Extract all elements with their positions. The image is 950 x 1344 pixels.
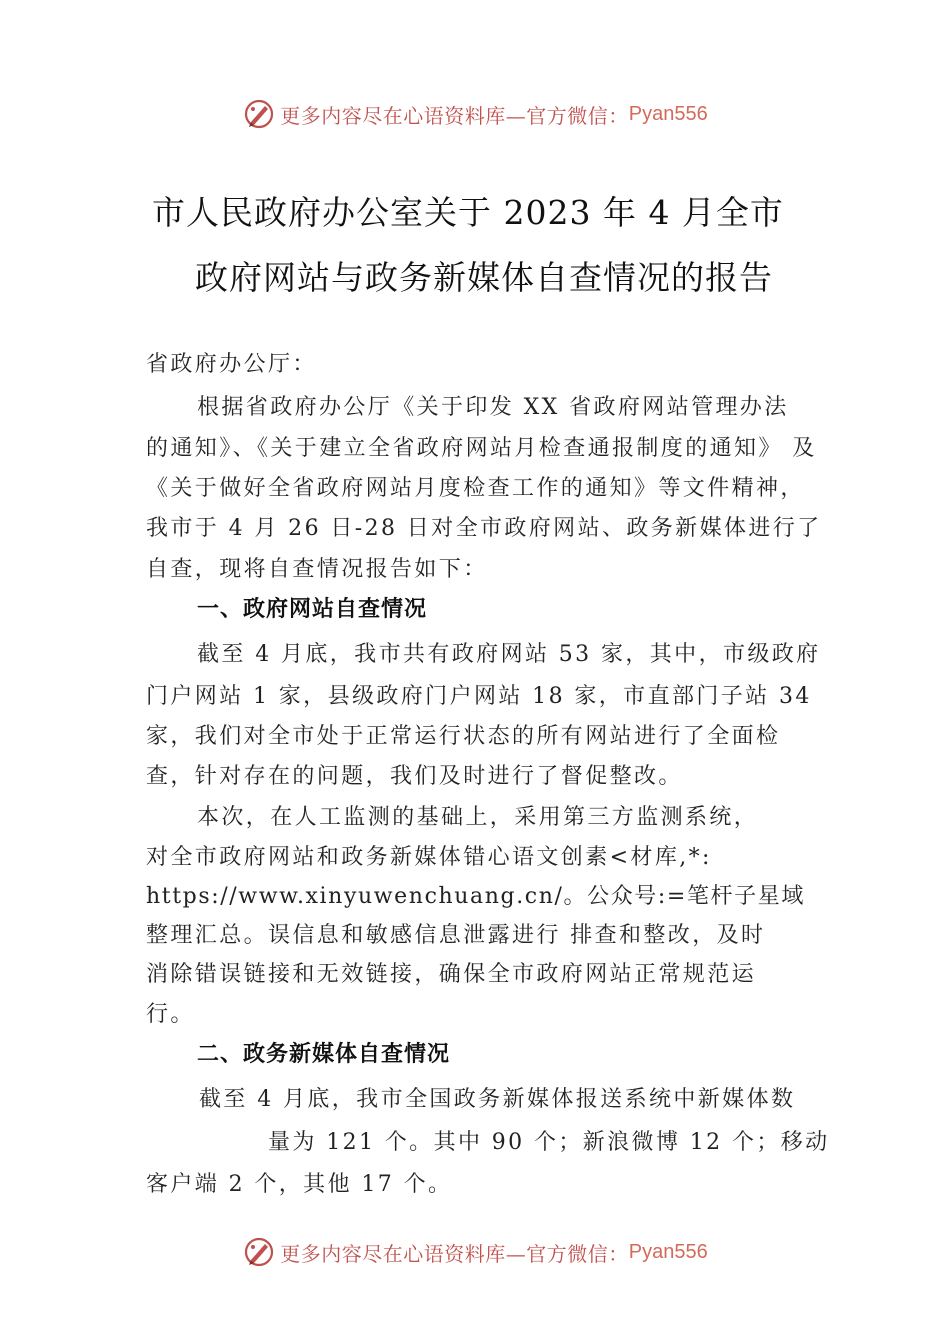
section2-heading: 二、政务新媒体自查情况: [197, 1042, 451, 1067]
pen-logo-icon: [242, 97, 276, 131]
para1-line: 《关于做好全省政府网站月度检查工作的通知》等文件精神，: [146, 476, 805, 501]
section2-p1-line: 量为 121 个。其中 90 个；新浪微博 12 个；移动: [268, 1130, 830, 1155]
section1-p2-line: 对全市政府网站和政务新媒体错心语文创素<材库,*:: [146, 845, 712, 870]
banner-text: 更多内容尽在心语资料库—官方微信：: [280, 1241, 629, 1266]
para1-line: 我市于 4 月 26 日-28 日对全市政府网站、政务新媒体进行了: [146, 516, 822, 541]
para1-line: 根据省政府办公厅《关于印发 XX 省政府网站管理办法: [197, 395, 789, 420]
section1-p2-line: 行。: [146, 1002, 195, 1027]
section1-p2-line: 整理汇总。误信息和敏感信息泄露进行 排查和整改，及时: [146, 923, 766, 948]
section1-p1-line: 家，我们对全市处于正常运行状态的所有网站进行了全面检: [146, 724, 781, 749]
para1-line: 自查，现将自查情况报告如下：: [146, 557, 488, 582]
header-banner: [0, 94, 950, 134]
banner-text: 更多内容尽在心语资料库—官方微信：: [280, 103, 629, 128]
document-title-line-1: 市人民政府办公室关于 2023 年 4 月全市: [152, 193, 784, 232]
banner-wechat-id: Pyan556: [628, 102, 708, 125]
banner-wechat-id: Pyan556: [628, 1240, 708, 1263]
section1-p1-line: 查，针对存在的问题，我们及时进行了督促整改。: [146, 764, 683, 789]
section1-p1-line: 截至 4 月底，我市共有政府网站 53 家，其中，市级政府: [197, 642, 821, 667]
section1-p2-line: 消除错误链接和无效链接，确保全市政府网站正常规范运: [146, 962, 757, 987]
section1-p2-url-line: https://www.xinyuwenchuang.cn/。公众号:=笔杆子星域: [146, 884, 805, 909]
document-title-line-2: 政府网站与政务新媒体自查情况的报告: [195, 258, 773, 297]
section1-p2-line: 本次，在人工监测的基础上，采用第三方监测系统，: [197, 805, 759, 830]
section2-p1-line: 截至 4 月底，我市全国政务新媒体报送系统中新媒体数: [199, 1087, 796, 1112]
section2-p1-line: 客户端 2 个，其他 17 个。: [146, 1172, 453, 1197]
section1-heading: 一、政府网站自查情况: [197, 597, 428, 622]
para1-line: 的通知》、《关于建立全省政府网站月检查通报制度的通知》 及: [146, 436, 817, 461]
section1-p1-line: 门户网站 1 家，县级政府门户网站 18 家，市直部门子站 34: [146, 684, 812, 709]
salutation: 省政府办公厅：: [146, 352, 317, 377]
pen-logo-icon: [242, 1235, 276, 1269]
footer-banner: [0, 1232, 950, 1272]
